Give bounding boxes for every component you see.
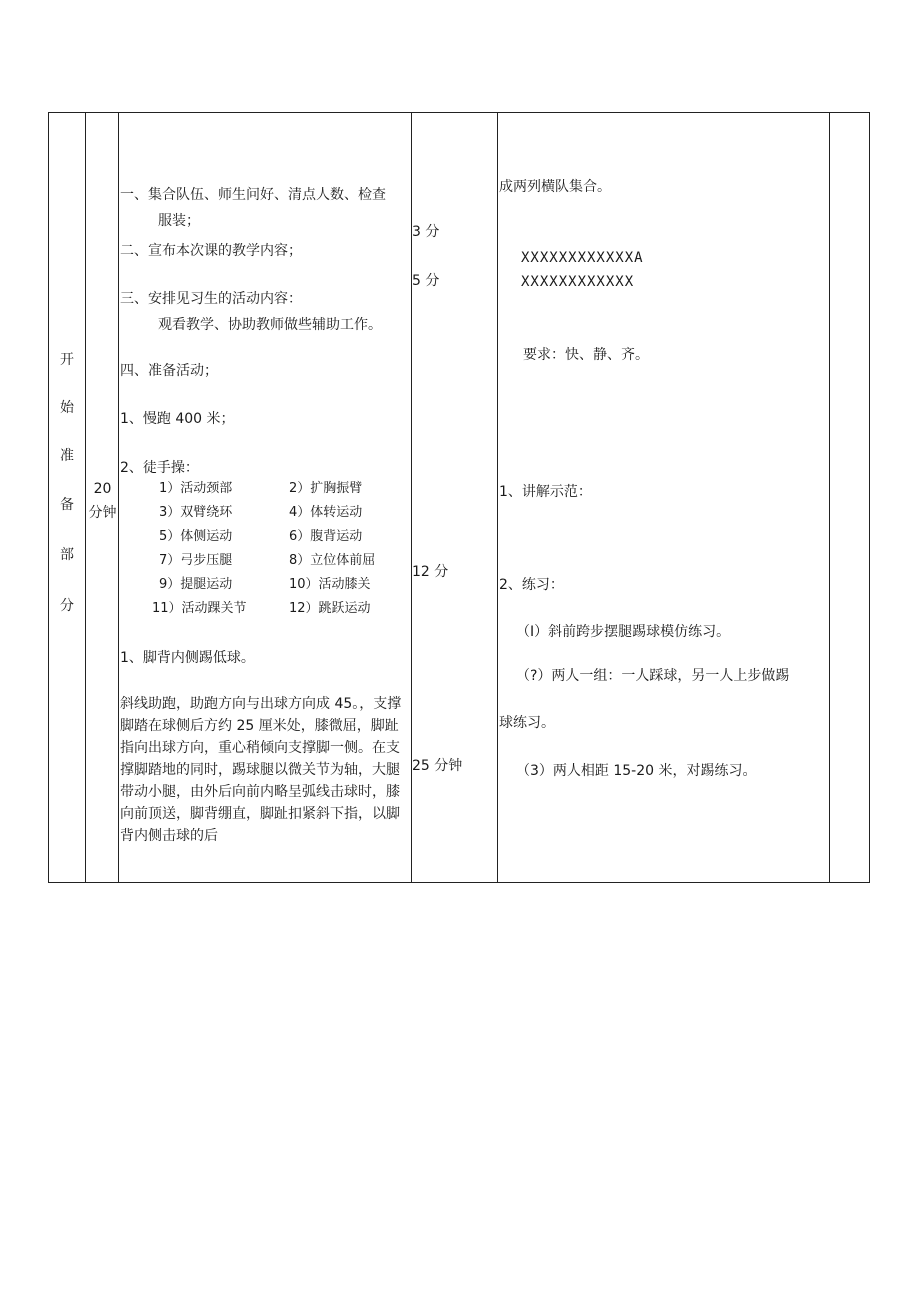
exercise-item: 6）腹背运动	[289, 529, 363, 544]
exercise-item: 7）弓步压腿	[159, 553, 233, 568]
content-kick-title: 1、脚背内侧踢低球。	[120, 650, 255, 666]
org-practice-2-cont: 球练习。	[499, 715, 555, 731]
exercise-item: 12）跳跃运动	[289, 601, 371, 616]
content-item-announce: 二、宣布本次课的教学内容；	[120, 243, 302, 259]
content-item-assembly: 一、集合队伍、师生问好、清点人数、检查	[120, 187, 386, 203]
exercise-item: 11）活动踝关节	[152, 601, 247, 616]
content-item-warmup: 四、准备活动；	[120, 363, 218, 379]
lesson-plan-table	[48, 112, 870, 883]
total-time-unit: 分钟	[88, 505, 117, 521]
exercise-item: 9）提腿运动	[159, 577, 233, 592]
exercise-item: 4）体转运动	[289, 505, 363, 520]
section-char: 备	[60, 497, 74, 513]
exercise-item: 8）立位体前屈	[289, 553, 376, 568]
exercise-item: 1）活动颈部	[159, 481, 233, 496]
content-item-observers-cont: 观看教学、协助教师做些辅助工作。	[158, 317, 382, 333]
exercise-item: 5）体侧运动	[159, 529, 233, 544]
exercise-item: 10）活动膝关	[289, 577, 371, 592]
section-char: 准	[60, 448, 74, 464]
column-divider	[829, 113, 830, 882]
org-gather: 成两列横队集合。	[499, 179, 611, 195]
org-demo: 1、讲解示范：	[499, 484, 592, 500]
section-char: 部	[60, 547, 74, 563]
formation-row-2: XXXXXXXXXXXX	[521, 274, 635, 290]
time-5-min: 5 分	[412, 273, 440, 289]
content-calisthenics: 2、徒手操：	[120, 460, 199, 476]
time-25-min: 25 分钟	[412, 758, 463, 774]
content-item-assembly-cont: 服装；	[158, 213, 200, 229]
formation-row-1: XXXXXXXXXXXXA	[521, 250, 644, 266]
org-practice-2: （?）两人一组：一人踩球，另一人上步做踢	[516, 668, 790, 684]
time-3-min: 3 分	[412, 224, 440, 240]
content-jog: 1、慢跑 400 米；	[120, 411, 235, 427]
time-12-min: 12 分	[412, 564, 449, 580]
exercise-item: 2）扩胸振臂	[289, 481, 363, 496]
section-char: 始	[60, 400, 74, 416]
section-char: 分	[60, 598, 74, 614]
section-char: 开	[60, 352, 74, 368]
org-practice: 2、练习：	[499, 577, 564, 593]
content-item-observers: 三、安排见习生的活动内容：	[120, 291, 302, 307]
column-divider	[497, 113, 498, 882]
org-requirement: 要求：快、静、齐。	[523, 347, 649, 363]
org-practice-1: （I）斜前跨步摆腿踢球模仿练习。	[516, 624, 731, 640]
content-kick-description: 斜线助跑，助跑方向与出球方向成 45。，支撑脚踏在球侧后方约 25 厘米处，膝微屈，脚趾指向出球方向，重心稍倾向支撑脚一侧。在支撑脚踏地的同时，踢球腿以微关节为轴，大腿带动小腿，由外后向前内略呈弧线击球时，膝向前顶送，脚背绷直，脚趾扣紧斜下指，以脚背内侧击球的后	[120, 696, 402, 844]
exercise-item: 3）双臂绕环	[159, 505, 233, 520]
org-practice-3: （3）两人相距 15-20 米，对踢练习。	[516, 763, 757, 779]
total-time-number: 20	[93, 481, 112, 497]
